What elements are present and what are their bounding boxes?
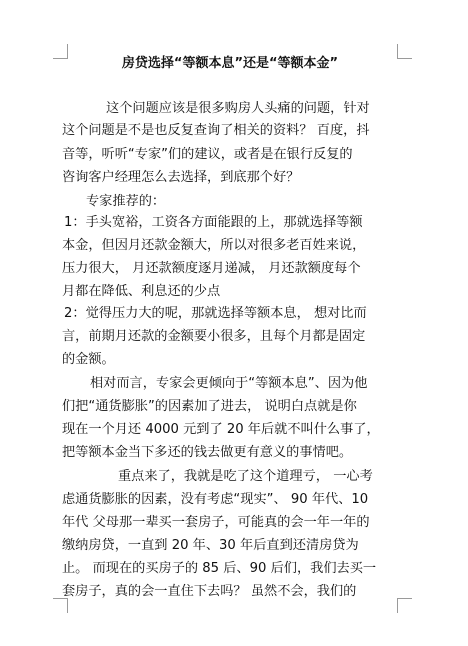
paragraph-line: 言，前期月还款的金额要小很多，且每个月都是固定 [62,329,366,344]
paragraph-line: 相对而言，专家会更倾向于“等额本息”、因为他 [90,376,368,391]
document-title: 房贷选择“等额本息”还是“等额本金” [121,56,339,71]
paragraph-line: 专家推荐的： [86,194,166,209]
paragraph-line: 缴纳房贷，一直到 20 年、30 年后直到还清房贷为 [62,538,359,553]
paragraph-line: 重点来了，我就是吃了这个道理亏， 一心考 [118,469,373,484]
paragraph-line: 2：觉得压力大的呢，那就选择等额本息， 想对比而 [64,306,367,321]
paragraph-line: 这个问题是不是也反复查询了相关的资料？ 百度，抖 [62,123,370,138]
paragraph-line: 1：手头宽裕，工资各方面能跟的上，那就选择等额 [64,215,363,230]
paragraph-line: 的金额。 [62,352,115,367]
margin-corner-bottom-right [397,598,412,613]
paragraph-line: 虑通货膨胀的因素，没有考虑“现实”、 90 年代、10 [62,492,369,507]
paragraph-line: 止。 而现在的买房子的 85 后、90 后们，我们去买一 [62,561,377,576]
paragraph-line: 们把“通货膨胀”的因素加了进去， 说明白点就是你 [62,399,357,414]
paragraph-line: 年代 父母那一辈买一套房子，可能真的会一年一年的 [62,515,370,530]
paragraph-line: 咨询客户经理怎么去选择，到底那个好？ [62,170,300,185]
paragraph-line: 现在一个月还 4000 元到了 20 年后就不叫什么事了， [62,422,380,437]
margin-corner-bottom-left [53,598,68,613]
paragraph-line: 套房子，真的会一直住下去吗？ 虽然不会，我们的 [62,584,357,599]
paragraph-line: 这个问题应该是很多购房人头痛的问题，针对 [106,101,370,116]
paragraph-line: 把等额本金当下多还的钱去做更有意义的事情吧。 [62,445,353,460]
paragraph-line: 压力很大， 月还款额度逐月递减， 月还款额度每个 [62,261,361,276]
paragraph-line: 本金，但因月还款金额大，所以对很多老百姓来说， [62,238,366,253]
paragraph-line: 音等，听听“专家”们的建议，或者是在银行反复的 [62,147,353,162]
paragraph-line: 月都在降低、利息还的少点 [62,284,221,299]
